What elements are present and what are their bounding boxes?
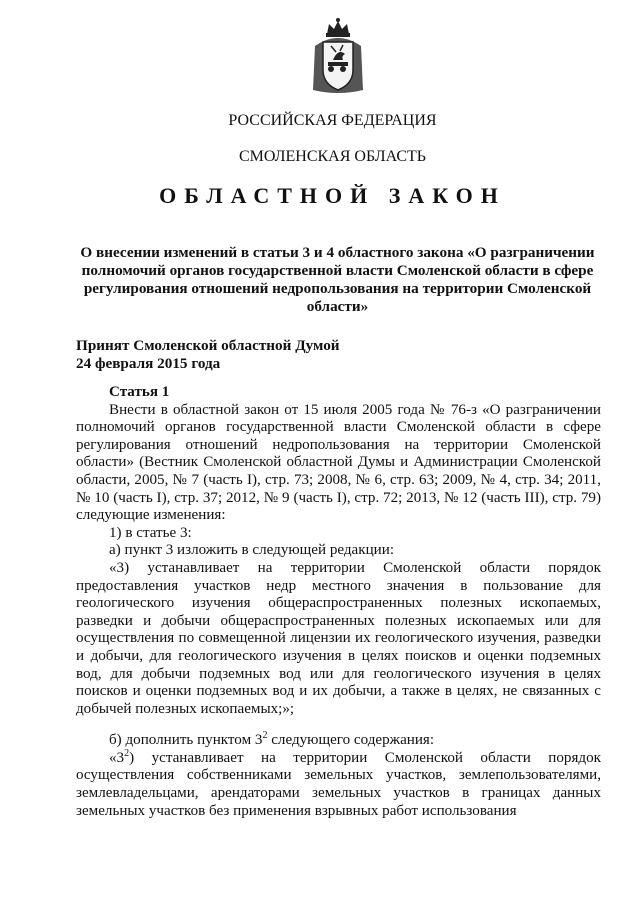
item-1b-pre: б) дополнить пунктом 3 (109, 732, 263, 749)
item-1b-text (76, 747, 601, 820)
law-body (76, 384, 601, 820)
item-1b-text-pre: «3 (109, 749, 125, 766)
coat-of-arms-icon (309, 16, 367, 96)
law-title (76, 244, 599, 316)
item-1a: а) пункт 3 изложить в следующей редакции: (109, 542, 395, 559)
adopted-by: Принят Смоленской областной Думой (76, 337, 340, 354)
item-1b-text-post: ) устанавливает на территории Смоленской области порядок осуществления собственниками земельных участков, землепользователями, землевладельцами, арендаторами земельных участков в границах данных земельных участков без применения взрывных работ использования (76, 749, 601, 819)
law-title-line: О внесении изменений в статьи 3 и 4 областного закона «О разграничении (80, 244, 595, 261)
law-title-line: области» (306, 298, 369, 315)
item-1: 1) в статье 3: (109, 524, 192, 541)
item-1b (76, 732, 601, 750)
country-heading: РОССИЙСКАЯ ФЕДЕРАЦИЯ (228, 112, 437, 129)
adoption-date: 24 февраля 2015 года (76, 355, 221, 372)
adoption-info (76, 337, 340, 373)
article-heading: Статья 1 (109, 384, 170, 400)
law-title-line: полномочий органов государственной власти Смоленской области в сфере (81, 262, 594, 279)
article-intro: Внести в областной закон от 15 июля 2005 года № 76-з «О разграничении полномочий органов государственной власти Смоленской области в сфере регулирования отношений недропользования на территории Смоленской области» (Вестник Смоленской областной Думы и Администрации Смоленской области, 2005, № 7 (часть I), стр. 73; 2008, № 6, стр. 63; 2009, № 4, стр. 34; 2011, № 10 (часть I), стр. 37; 2012, № 9 (часть I), стр. 72; 2013, № 12 (часть III), стр. 79) следующие изменения: (76, 401, 601, 524)
document-type-heading: ОБЛАСТНОЙ ЗАКОН (159, 183, 506, 208)
law-title-line: регулирования отношений недропользования на территории Смоленской (83, 280, 592, 297)
paragraph-gap (76, 718, 601, 732)
item-1a-text: «3) устанавливает на территории Смоленской области порядок предоставления участков недр местного значения в пользование для геологического изучения общераспространенных полезных ископаемых, разведки и добычи общераспространенных полезных ископаемых или для осуществления по совмещенной лицензии их геологического изучения, разведки и добычи, для геологического изучения в целях поисков и оценки подземных вод, для добычи подземных вод или для геологического изучения в целях поисков и оценки подземных вод и их добычи, а также в целях, не связанных с добычей полезных ископаемых;»; (76, 559, 601, 717)
region-heading: СМОЛЕНСКАЯ ОБЛАСТЬ (239, 148, 426, 165)
item-1b-post: следующего содержания: (267, 732, 435, 749)
item-1b-sup: 2 (262, 730, 268, 742)
item-1b-text-sup: 2 (124, 747, 130, 759)
